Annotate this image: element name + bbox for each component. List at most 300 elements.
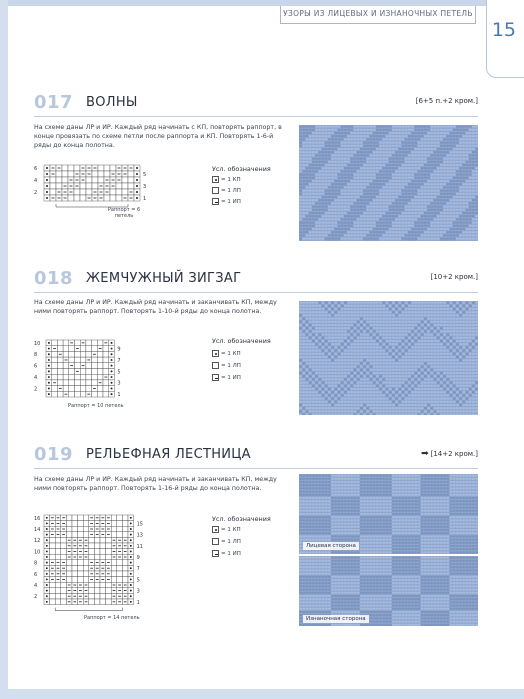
- stitch-texture: [385, 154, 388, 156]
- stitch-texture: [443, 199, 446, 201]
- stitch-texture: [472, 132, 475, 134]
- stitch-texture: [321, 362, 324, 364]
- stitch-texture: [325, 177, 328, 179]
- stitch-texture: [299, 148, 302, 150]
- stitch-texture: [328, 375, 331, 377]
- stitch-texture: [344, 186, 347, 188]
- stitch-texture: [411, 410, 414, 412]
- edge-stitch-mark: [48, 382, 50, 384]
- stitch-texture: [344, 375, 347, 377]
- stitch-texture: [315, 346, 318, 348]
- stitch-texture: [430, 362, 433, 364]
- stitch-texture: [437, 237, 440, 239]
- stitch-texture: [401, 340, 404, 342]
- stitch-texture: [360, 199, 363, 201]
- stitch-texture: [385, 474, 388, 476]
- edge-stitch-mark: [48, 393, 50, 395]
- stitch-texture: [475, 337, 478, 339]
- stitch-texture: [398, 388, 401, 390]
- stitch-texture: [405, 148, 408, 150]
- stitch-texture: [309, 167, 312, 169]
- stitch-texture: [312, 202, 315, 204]
- stitch-texture: [462, 305, 465, 307]
- stitch-texture: [398, 167, 401, 169]
- stitch-texture: [414, 397, 417, 399]
- stitch-texture: [469, 129, 472, 131]
- stitch-texture: [421, 209, 424, 211]
- stitch-texture: [389, 183, 392, 185]
- stitch-texture: [385, 215, 388, 217]
- stitch-texture: [433, 391, 436, 393]
- stitch-texture: [405, 157, 408, 159]
- stitch-texture: [382, 391, 385, 393]
- stitch-texture: [309, 228, 312, 230]
- stitch-texture: [369, 397, 372, 399]
- stitch-texture: [376, 170, 379, 172]
- stitch-texture: [325, 154, 328, 156]
- stitch-texture: [472, 372, 475, 374]
- stitch-texture: [427, 381, 430, 383]
- stitch-texture: [405, 324, 408, 326]
- stitch-texture: [363, 317, 366, 319]
- stitch-texture: [453, 388, 456, 390]
- stitch-texture: [350, 375, 353, 377]
- stitch-texture: [405, 346, 408, 348]
- stitch-texture: [472, 375, 475, 377]
- stitch-texture: [392, 474, 395, 476]
- chart-cell: [106, 593, 112, 599]
- stitch-texture: [437, 381, 440, 383]
- stitch-texture: [312, 324, 315, 326]
- stitch-texture: [337, 129, 340, 131]
- stitch-texture: [392, 125, 395, 127]
- stitch-texture: [312, 218, 315, 220]
- stitch-texture: [414, 381, 417, 383]
- stitch-texture: [328, 170, 331, 172]
- edge-stitch-mark: [111, 365, 113, 367]
- stitch-texture: [369, 349, 372, 351]
- stitch-texture: [401, 135, 404, 137]
- stitch-texture: [430, 234, 433, 236]
- stitch-texture: [325, 228, 328, 230]
- stitch-texture: [430, 301, 433, 303]
- stitch-texture: [360, 474, 363, 476]
- stitch-texture: [299, 170, 302, 172]
- stitch-texture: [328, 151, 331, 153]
- section-divider: [34, 292, 478, 293]
- stitch-texture: [318, 321, 321, 323]
- stitch-texture: [350, 301, 353, 303]
- stitch-texture: [462, 189, 465, 191]
- stitch-texture: [376, 237, 379, 239]
- stitch-texture: [334, 378, 337, 380]
- stitch-texture: [449, 129, 452, 131]
- stitch-texture: [392, 340, 395, 342]
- chart-cell: [86, 363, 92, 369]
- stitch-texture: [475, 378, 478, 380]
- stitch-texture: [305, 157, 308, 159]
- stitch-texture: [353, 141, 356, 143]
- stitch-texture: [360, 183, 363, 185]
- stitch-texture: [430, 202, 433, 204]
- stitch-texture: [373, 378, 376, 380]
- stitch-texture: [469, 209, 472, 211]
- stitch-texture: [305, 164, 308, 166]
- stitch-texture: [363, 145, 366, 147]
- stitch-texture: [312, 349, 315, 351]
- stitch-texture: [305, 327, 308, 329]
- stitch-texture: [465, 237, 468, 239]
- stitch-texture: [325, 231, 328, 233]
- stitch-texture: [395, 317, 398, 319]
- stitch-texture: [462, 215, 465, 217]
- stitch-texture: [449, 346, 452, 348]
- legend-purl-stitch: = 1 ИП: [212, 550, 241, 559]
- stitch-texture: [472, 228, 475, 230]
- stitch-texture: [427, 154, 430, 156]
- stitch-texture: [373, 340, 376, 342]
- stitch-texture: [344, 199, 347, 201]
- stitch-texture: [321, 369, 324, 371]
- edge-stitch-mark: [46, 545, 48, 547]
- stitch-texture: [341, 170, 344, 172]
- stitch-texture: [331, 394, 334, 396]
- stitch-texture: [350, 225, 353, 227]
- stitch-texture: [401, 209, 404, 211]
- stitch-texture: [401, 314, 404, 316]
- chart-cell: [97, 386, 103, 392]
- stitch-texture: [302, 202, 305, 204]
- chart-cell: [117, 577, 123, 583]
- stitch-texture: [325, 189, 328, 191]
- stitch-texture: [430, 199, 433, 201]
- stitch-texture: [344, 170, 347, 172]
- stitch-texture: [392, 317, 395, 319]
- stitch-texture: [331, 225, 334, 227]
- edge-stitch-mark: [111, 342, 113, 344]
- stitch-texture: [347, 193, 350, 195]
- stitch-texture: [433, 167, 436, 169]
- stitch-texture: [369, 196, 372, 198]
- edge-stitch-mark: [48, 376, 50, 378]
- stitch-texture: [382, 305, 385, 307]
- stitch-texture: [456, 189, 459, 191]
- stitch-texture: [424, 407, 427, 409]
- stitch-texture: [437, 132, 440, 134]
- stitch-texture: [344, 330, 347, 332]
- stitch-texture: [318, 308, 321, 310]
- stitch-texture: [344, 337, 347, 339]
- stitch-texture: [414, 317, 417, 319]
- stitch-texture: [414, 407, 417, 409]
- stitch-texture: [385, 343, 388, 345]
- stitch-texture: [337, 343, 340, 345]
- chart-cell: [74, 165, 80, 171]
- chart-cell: [63, 340, 69, 346]
- stitch-texture: [357, 372, 360, 374]
- stitch-texture: [411, 362, 414, 364]
- stitch-texture: [472, 209, 475, 211]
- chart-cell: [78, 565, 84, 571]
- stitch-texture: [392, 410, 395, 412]
- stitch-texture: [305, 231, 308, 233]
- stitch-texture: [446, 394, 449, 396]
- stitch-texture: [376, 167, 379, 169]
- stitch-texture: [373, 193, 376, 195]
- stitch-texture: [312, 196, 315, 198]
- stitch-texture: [376, 353, 379, 355]
- stitch-texture: [427, 151, 430, 153]
- stitch-texture: [353, 132, 356, 134]
- stitch-texture: [392, 301, 395, 303]
- stitch-texture: [414, 218, 417, 220]
- stitch-texture: [398, 404, 401, 406]
- stitch-texture: [392, 237, 395, 239]
- stitch-texture: [408, 199, 411, 201]
- chart-cell: [100, 593, 106, 599]
- chart-cell: [52, 340, 58, 346]
- stitch-texture: [430, 394, 433, 396]
- stitch-texture: [462, 125, 465, 127]
- stitch-texture: [389, 177, 392, 179]
- stitch-texture: [443, 164, 446, 166]
- stitch-texture: [465, 209, 468, 211]
- stitch-texture: [309, 212, 312, 214]
- stitch-texture: [443, 478, 446, 480]
- chart-cell: [97, 369, 103, 375]
- stitch-texture: [449, 209, 452, 211]
- stitch-texture: [459, 196, 462, 198]
- stitch-texture: [465, 161, 468, 163]
- stitch-texture: [430, 356, 433, 358]
- stitch-texture: [363, 327, 366, 329]
- stitch-texture: [449, 215, 452, 217]
- stitch-texture: [334, 193, 337, 195]
- stitch-texture: [437, 170, 440, 172]
- stitch-texture: [347, 359, 350, 361]
- stitch-texture: [437, 311, 440, 313]
- stitch-texture: [373, 132, 376, 134]
- stitch-texture: [309, 148, 312, 150]
- stitch-texture: [318, 314, 321, 316]
- stitch-texture: [321, 397, 324, 399]
- stitch-texture: [341, 333, 344, 335]
- stitch-texture: [437, 404, 440, 406]
- stitch-texture: [373, 359, 376, 361]
- stitch-texture: [405, 401, 408, 403]
- stitch-texture: [382, 369, 385, 371]
- stitch-texture: [401, 324, 404, 326]
- stitch-texture: [465, 308, 468, 310]
- stitch-texture: [398, 401, 401, 403]
- stitch-texture: [357, 212, 360, 214]
- stitch-texture: [331, 401, 334, 403]
- stitch-texture: [459, 167, 462, 169]
- row-label-right: 1: [136, 599, 140, 606]
- stitch-texture: [401, 218, 404, 220]
- stitch-texture: [325, 337, 328, 339]
- stitch-texture: [321, 353, 324, 355]
- stitch-texture: [405, 141, 408, 143]
- stitch-texture: [459, 407, 462, 409]
- stitch-texture: [373, 311, 376, 313]
- stitch-texture: [475, 148, 478, 150]
- stitch-texture: [347, 125, 350, 127]
- stitch-texture: [309, 186, 312, 188]
- stitch-texture: [462, 170, 465, 172]
- stitch-texture: [305, 135, 308, 137]
- stitch-texture: [417, 340, 420, 342]
- stitch-texture: [318, 340, 321, 342]
- stitch-texture: [421, 186, 424, 188]
- stitch-texture: [472, 337, 475, 339]
- edge-stitch-mark: [46, 167, 48, 169]
- stitch-texture: [350, 205, 353, 207]
- stitch-texture: [379, 478, 382, 480]
- stitch-texture: [443, 327, 446, 329]
- stitch-texture: [328, 125, 331, 127]
- stitch-texture: [405, 173, 408, 175]
- stitch-texture: [366, 397, 369, 399]
- stitch-texture: [398, 154, 401, 156]
- stitch-texture: [312, 170, 315, 172]
- stitch-texture: [305, 343, 308, 345]
- stitch-texture: [459, 215, 462, 217]
- stitch-texture: [309, 202, 312, 204]
- stitch-texture: [408, 138, 411, 140]
- stitch-texture: [312, 151, 315, 153]
- stitch-texture: [453, 183, 456, 185]
- stitch-texture: [398, 170, 401, 172]
- stitch-texture: [305, 359, 308, 361]
- stitch-texture: [369, 151, 372, 153]
- stitch-texture: [334, 314, 337, 316]
- stitch-texture: [353, 337, 356, 339]
- stitch-texture: [373, 161, 376, 163]
- stitch-texture: [328, 177, 331, 179]
- stitch-texture: [398, 228, 401, 230]
- stitch-texture: [331, 145, 334, 147]
- stitch-texture: [363, 407, 366, 409]
- stitch-texture: [462, 177, 465, 179]
- stitch-texture: [360, 343, 363, 345]
- stitch-texture: [328, 381, 331, 383]
- stitch-texture: [315, 375, 318, 377]
- stitch-texture: [363, 221, 366, 223]
- stitch-texture: [318, 199, 321, 201]
- stitch-texture: [347, 340, 350, 342]
- stitch-texture: [373, 478, 376, 480]
- stitch-texture: [309, 478, 312, 480]
- stitch-texture: [408, 362, 411, 364]
- stitch-texture: [446, 125, 449, 127]
- stitch-texture: [334, 205, 337, 207]
- stitch-texture: [408, 228, 411, 230]
- stitch-texture: [417, 186, 420, 188]
- chart-cell: [68, 171, 74, 177]
- stitch-texture: [312, 209, 315, 211]
- stitch-texture: [347, 218, 350, 220]
- stitch-texture: [392, 234, 395, 236]
- stitch-texture: [449, 385, 452, 387]
- stitch-texture: [469, 196, 472, 198]
- stitch-texture: [331, 161, 334, 163]
- stitch-texture: [363, 356, 366, 358]
- stitch-texture: [315, 410, 318, 412]
- stitch-texture: [401, 125, 404, 127]
- stitch-texture: [424, 372, 427, 374]
- stitch-texture: [427, 391, 430, 393]
- stitch-texture: [299, 394, 302, 396]
- stitch-texture: [475, 129, 478, 131]
- stitch-texture: [302, 154, 305, 156]
- stitch-texture: [344, 183, 347, 185]
- stitch-texture: [350, 343, 353, 345]
- stitch-texture: [469, 202, 472, 204]
- stitch-texture: [337, 193, 340, 195]
- stitch-texture: [453, 365, 456, 367]
- stitch-texture: [357, 391, 360, 393]
- stitch-texture: [401, 391, 404, 393]
- stitch-texture: [299, 231, 302, 233]
- stitch-texture: [334, 301, 337, 303]
- stitch-texture: [392, 177, 395, 179]
- stitch-texture: [398, 356, 401, 358]
- stitch-texture: [395, 237, 398, 239]
- stitch-texture: [379, 225, 382, 227]
- stitch-texture: [379, 381, 382, 383]
- stitch-texture: [437, 183, 440, 185]
- stitch-texture: [341, 225, 344, 227]
- stitch-texture: [459, 209, 462, 211]
- stitch-texture: [309, 333, 312, 335]
- stitch-texture: [302, 161, 305, 163]
- stitch-texture: [430, 378, 433, 380]
- stitch-texture: [430, 148, 433, 150]
- stitch-texture: [462, 327, 465, 329]
- stitch-texture: [318, 337, 321, 339]
- stitch-texture: [369, 340, 372, 342]
- stitch-texture: [437, 372, 440, 374]
- stitch-texture: [376, 141, 379, 143]
- stitch-texture: [341, 372, 344, 374]
- stitch-texture: [315, 314, 318, 316]
- stitch-texture: [446, 321, 449, 323]
- stitch-texture: [411, 359, 414, 361]
- stitch-texture: [475, 215, 478, 217]
- stitch-texture: [325, 391, 328, 393]
- stitch-texture: [405, 234, 408, 236]
- stitch-texture: [459, 177, 462, 179]
- stitch-texture: [449, 388, 452, 390]
- stitch-texture: [417, 333, 420, 335]
- stitch-texture: [312, 365, 315, 367]
- stitch-texture: [350, 209, 353, 211]
- stitch-texture: [299, 228, 302, 230]
- stitch-texture: [446, 228, 449, 230]
- stitch-texture: [449, 311, 452, 313]
- stitch-texture: [373, 391, 376, 393]
- stitch-texture: [353, 161, 356, 163]
- stitch-texture: [309, 132, 312, 134]
- stitch-texture: [395, 148, 398, 150]
- stitch-texture: [347, 154, 350, 156]
- stitch-texture: [312, 372, 315, 374]
- stitch-texture: [353, 186, 356, 188]
- stitch-texture: [459, 164, 462, 166]
- stitch-texture: [446, 221, 449, 223]
- stitch-texture: [411, 209, 414, 211]
